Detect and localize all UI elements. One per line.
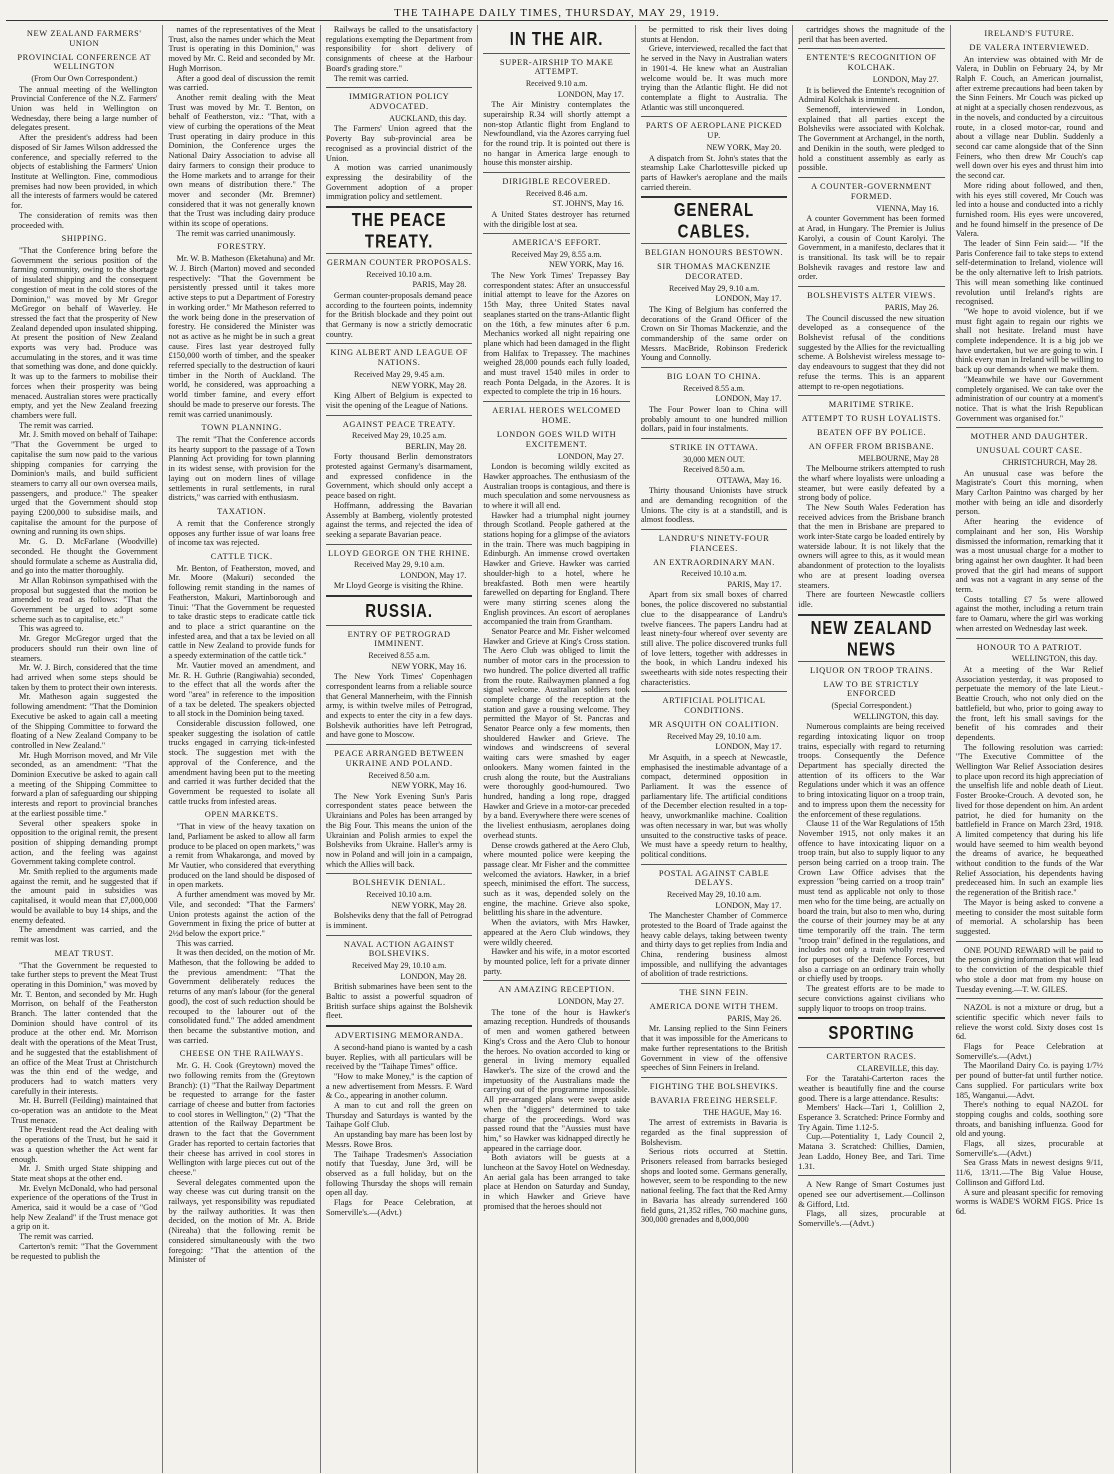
paragraph: Mr. G. H. Cook (Greytown) moved the two following remits from the (Greytown Branch): (1) "That the Railway Department be requested to arrange for the faster carriage of cheese and butter from factories to cool stores in Wellington," (2) "That the attention of the Railway Department be drawn to the fact that the Government Grader has reported to certain factories that their cheese has arrived in cool stores in Wellington with large pieces cut out of the cheese." [168,1061,315,1177]
column-rule [326,343,472,344]
paragraph: Members' Hack—Tari 1, Colillion 2, Esperance 3. Scratched: Prince Formby and Try Again. Time 1.12-5. [798,1103,945,1132]
paragraph: After hearing the evidence of complainant and her son, His Worship dismissed the information, remarking that it was a most unusual charge for a mother to bring against her own daughter. It had been proved that the girl had means of support and was not a vagrant in any sense of the term. [955,517,1104,595]
masthead: THE TAIHAPE DAILY TIMES, THURSDAY, MAY 29, 1919. [6,6,1108,21]
column-rule [798,1175,944,1176]
dateline: NEW YORK, May 20. [706,142,782,152]
paragraph: The Farmers' Union agreed that the Poverty Bay sub-provincial area be recognised as a provincial district of the Union. [325,124,473,163]
paragraph: "Meanwhile we have our Government completely organised. We can take over the administration of our country at a moment's notice. That is what the Irish Republican Government was organised for." [955,374,1104,423]
paragraph: Mr. J. Smith urged State shipping and State meat shops at the other end. [11,1164,158,1183]
headline: FORESTRY. [217,242,267,252]
dateline: NEW YORK, May 28. [391,900,467,910]
paragraph: The remit was carried. [19,420,94,430]
paragraph: Hawker and his wife, in a motor escorted by mounted police, left for a private dinner party. [483,947,630,976]
paragraph: The Melbourne strikers attempted to rush the wharf where loyalists were unloading a steamer, but were easily defeated by a strong body of police. [798,464,945,503]
byline: Received May 29, 10.25 a.m. [352,431,447,441]
byline: Received 8.55 a.m. [368,651,430,661]
paragraph: A counter Government has been formed at Arad, in Hungary. The Premier is Julius Karolyi, a cousin of Count Karolyi. The Government, in a manifesto, declares that it is transitional. Its task will be to repair Bolshevik ravages and restore law and order. [798,214,945,282]
dateline: MELBOURNE, May 28 [858,453,939,463]
dateline: LONDON, May 28. [400,971,467,981]
section-heading: NEW ZEALAND NEWS [810,618,933,660]
dateline: ST. JOHN'S, May 16. [552,199,624,209]
paragraph: An unusual case was before the Magistrate's Court this morning, when Mary Carlton Paintno was charged by her mother with being an idle and disorderly person. [955,468,1104,517]
dateline: THE HAGUE, May 16. [703,1107,782,1117]
headline: A COUNTER-GOVERNMENT FORMED. [811,181,932,201]
column-rule [483,401,629,402]
paragraph: Numerous complaints are being received regarding intoxicating liquor on troop trains, especially with regard to returning troops. Consequently the Defence Department has specially directed the attention of its officers to the War Regulations under which it was an offence to bring intoxicating liquor on a troop train, and to impress upon them the necessity for the enforcement of these regulations. [798,722,945,819]
paragraph: Another remit dealing with the Meat Trust was moved by Mr. T. Benton, on behalf of Featherston, viz.: "That, with a view of curbing the operations of the Meat Trust operating in dairy produce in this Dominion, the Conference urges the National Dairy Association to advise all dairy farmers to consign their produce to the Home markets and to arrange for their own means of distribution there." The mover and seconder (Mr. Bremner) considered that it was not generally known that the Trust was including dairy produce within its scope of operations. [168,92,315,229]
paragraph: Flags, all sizes, procurable at Somerville's.—(Advt.) [955,1139,1104,1158]
column-rule [326,1025,472,1027]
headline: IRELAND'S FUTURE. [984,29,1075,38]
byline: Received May 29, 10.10 a.m. [666,731,762,741]
section-heading: SPORTING [828,1023,915,1044]
paragraph: names of the representatives of the Meat Trust, also the names under which the Meat Trust is operating in this Dominion," was moved by Mr. C. Reid and seconded by Mr. Hugh Morrison. [168,25,315,73]
byline: Received May 29, 10.10 a.m. [352,961,447,971]
paragraph: A sure and pleasant specific for removing worms is WADE'S WORM FIGS. Price 1s 6d. [955,1187,1104,1216]
paragraph: The following resolution was carried: "The Executive Committee of the Wellington War Relief Association desires to place upon record its high appreciation of the unselfish life and noble death of Lieut. Foster Brooke-Crouch. A devoted son, he lived for those dependent on him. An ardent patriot, he died for humanity on the battlefield in France on March 23rd, 1918. A limited competency that during his life would have seemed to him wealth beyond the dreams of avarice, he bequeathed without condition to the funds of the War Relief Association, his dependents having predeceased him. In such an example lies the regeneration of the British race." [955,742,1104,898]
paragraph: When the aviators, with Mrs Hawker, appeared at the Aero Club windows, they were wildly cheered. [483,918,630,947]
dateline: PARIS, May 28. [412,280,467,290]
headline: BAVARIA FREEING HERSELF. [650,1095,778,1105]
paragraph: The King of Belgium has conferred the decorations of the Grand Officer of the Crown on Sir Thomas Mackenzie, and the commandership of the same order on Messrs. MacBride, Robinson Frederick Young and Connolly. [640,304,788,363]
paragraph: A United States destroyer has returned with the dirigible lost at sea. [483,209,630,229]
dateline: CHRISTCHURCH, May 28. [1002,458,1098,468]
paragraph: Mr. W. B. Matheson (Eketahuna) and Mr. W. J. Birch (Marton) moved and seconded respectively: "That the Government be persistently pressed until it takes more active steps to put a Department of Forestry in working order." Mr Matheson referred to the work being done in the preservation of forestry. He considered the Minister was not as active as he might be in such a great cause. Fires last year destroyed fully £150,000 worth of timber, and the speaker referred specially to the destruction of kauri timber in the North of Auckland. The world, he considered, was approaching a world timber famine, and every effort should be made to preserve our forests. The remit was carried unanimously. [168,254,315,419]
paragraph: Mr. Benton, of Featherston, moved, and Mr. Moore (Makuri) seconded the following remit standing in the names of Featherston, Makuri, Martinborough and Tinui: "That the Government be requested to take drastic steps to eradicate cattle tick and to place a strict quarantine on the infested area, and that a tax be levied on all cattle in New Zealand to provide funds for a speedy extermination of the cattle tick." [168,563,315,661]
headline: BOLSHEVIK DENIAL. [352,878,446,888]
headline: BEATEN OFF BY POLICE. [816,427,927,437]
dateline: VIENNA, May 16. [875,203,939,213]
paragraph: The consideration of remits was then proceeded with. [11,210,158,230]
paragraph: The Four Power loan to China will probably amount to one hundred million dollars, paid in four instalments. [640,404,788,434]
column-rule [798,286,944,287]
paragraph: Mr. Matheson again suggested the following amendment: "That the Dominion Executive be asked to again call a meeting of the Shipping Committee to forward the floating of a New Zealand Company to be controlled in New Zealand." [11,692,158,750]
paragraph: After the president's address had been disposed of Sir James Wilson addressed the conference, and specially referred to the objects of establishing the Farmers' Union Institute at Wellington. Fine, commodious premises had now been provided, in which all the interests of farmers would be catered for. [11,133,158,211]
columns [6,25,1108,1473]
byline: Received 8.55 a.m. [683,383,745,393]
column-rule [641,691,787,692]
column-7 [951,25,1108,1473]
headline: BIG LOAN TO CHINA. [666,372,762,382]
dateline: LONDON, May 27. [557,451,624,461]
column-rule [641,529,787,530]
dateline: NEW YORK, May 16. [391,781,467,791]
paragraph: King Albert of Belgium is expected to visit the opening of the League of Nations. [325,391,473,410]
dateline: PARIS, May 26. [884,302,939,312]
column-rule [798,395,944,396]
paragraph: ONE POUND REWARD will be paid to the person giving information that will lead to the conviction of the despicable thief who stole a door mat from my house on Tuesday evening.—T. W. GILES. [955,945,1104,994]
paragraph: Hoffmann, addressing the Bavarian Assembly at Bamberg, violently protested against the terms, and rejected the idea of seeking a separate Bavarian peace. [325,500,473,539]
paragraph: Dense crowds gathered at the Aero Club, where mounted police were keeping the passage clear. Mr Fisher and the committee welcomed the aviators. Hawker, in a brief speech, minimised the effort. The success, such as it was, depended solely on the engine, the machine. Grieve also spoke, belittling his share in the adventure. [483,840,630,918]
headline: AMERICA DONE WITH THEM. [649,1001,779,1011]
column-1 [6,25,163,1473]
headline: OPEN MARKETS. [204,810,279,820]
paragraph: Railways be called to the unsatisfactory regulations exempting the Department from responsibility for short delivery of consignments of cheese at the Harbour Board's grading store." [325,25,473,73]
headline: LONDON GOES WILD WITH EXCITEMENT. [496,429,617,449]
paragraph: Considerable discussion followed, one speaker suggesting the isolation of cattle trucks engaged in carrying tick-infested stock. The suggestion met with the approval of the Conference, and the amendment having been put to the meeting and carried it was further decided that the Government be requested to isolate all cattle trucks from infested areas. [168,719,315,806]
headline: DIRIGIBLE RECOVERED. [502,177,611,187]
paragraph: The leader of Sinn Fein said:— "If the Paris Conference fail to take steps to extend self-determination to Ireland, violence will be the only alternative left to Irish patriots. This will mean something like continued revolution until Ireland's rights are recognised. [955,239,1104,307]
paragraph: Mr. Gregor McGregor urged that the producers should run their own line of steamers. [11,634,158,663]
headline: CHEESE ON THE RAILWAYS. [179,1049,304,1059]
headline: ARTIFICIAL POLITICAL CONDITIONS. [662,696,766,716]
paragraph: The amendment was carried, and the remit was lost. [11,925,158,944]
paragraph: This was carried. [176,938,234,948]
column-rule [798,1017,944,1019]
paragraph: The greatest efforts are to be made to secure convictions against civilians who supply liquor to troops on troop trains. [798,984,945,1013]
column-rule [326,744,472,745]
column-2 [163,25,320,1473]
dateline: BERLIN, May 28. [405,441,467,451]
column-rule [326,595,472,597]
headline: ATTEMPT TO RUSH LOYALISTS. [801,414,942,424]
dateline: LONDON, May 27. [557,997,624,1007]
headline: TAXATION. [217,507,267,516]
paragraph: Mr. W. J. Birch, considered that the time had arrived when some steps should be taken by them to protect their own interests. [11,663,158,692]
paragraph: Bolsheviks deny that the fall of Petrograd is imminent. [325,911,473,930]
paragraph: An upstanding bay mare has been lost by Messrs. Rowe Bros. [325,1130,473,1149]
paragraph: A second-hand piano is wanted by a cash buyer. Replies, with all particulars will be received by the "Taihape Times" office. [325,1042,473,1072]
headline: MEAT TRUST. [54,948,114,958]
dateline: LONDON, May 17. [715,294,782,304]
dateline: WELLINGTON, this day. [1011,654,1098,664]
byline: Received 8.50 a.m. [368,770,430,780]
dateline: LONDON, May 17. [715,394,782,404]
paragraph: It was then decided, on the motion of Mr. Matheson, that the following be added to the previous amendment: "That the Government deliberately reduces the returns of any man's labour (for the general good), the cost of such reduction should be recouped to the labourer out of the consolidated fund." The added amendment then became the substantive motion, and was carried. [168,948,315,1045]
column-rule [326,544,472,545]
byline: Received May 29, 8.55 a.m. [511,250,602,260]
column-3 [321,25,478,1473]
headline: LAW TO BE STRICTLY ENFORCED [823,679,920,699]
paragraph: The New South Wales Federation has received advices from the Brisbane branch that the men in Brisbane are prepared to work inter-State cargo be loaded entirely by waterside labour. It is not likely that the owners will agree to this, as it would mean abandonment of protection to the loyalists who are at present loading oversea steamers. [798,502,945,590]
paragraph: Grieve, interviewed, recalled the fact that he served in the Navy in Australian waters in 1901-4. He knew what an Australian welcome would be. It was much more trying than the Atlantic flight. He did not contemplate a flight to Australia. The Atlantic was still unconquered. [640,44,788,112]
byline: Received 10.10 a.m. [681,569,747,579]
paragraph: The remit "That the Conference accords its hearty support to the passage of a Town Planning Act providing for town planning in its widest sense, with provision for the laying out on modern lines of village settlements in rural settlements, in rural districts," was carried with enthusiasm. [168,435,315,503]
headline: BELGIAN HONOURS BESTOWN. [644,248,784,258]
dateline: AUCKLAND, this day. [389,113,467,123]
headline: AERIAL HEROES WELCOMED HOME. [492,406,621,426]
paragraph: "That in view of the heavy taxation on land, Parliament be asked to allow all farm produce to be placed on open markets," was a remit from Whakaronga, and moved by Mr Vautier, who considered that everything produced on the land should be disposed of in open markets. [168,822,315,890]
headline: ADVERTISING MEMORANDA. [334,1031,464,1041]
byline: Received 9.10 a.m. [525,79,588,89]
headline: LIQUOR ON TROOP TRAINS. [809,665,933,675]
paragraph: More riding about followed, and then, with his eyes still covered, Mr Couch was led into a house and conducted into a richly furnished room. His eyes were uncovered, and he found himself in the presence of De Valera. [955,180,1104,239]
dateline: NEW YORK, May 16. [391,661,467,671]
paragraph: Costs totalling £7 5s were allowed against the mother, including a return train fare to Oamaru, where the girl was working when arrested on Wednesday last week. [955,594,1104,633]
column-4 [478,25,635,1473]
paragraph: There's nothing to equal NAZOL for stopping coughs and colds, soothing sore throats, and banishing influenza. Good for old and young. [955,1100,1104,1139]
paragraph: Clause 11 of the War Regulations of 15th November 1915, not only makes it an offence to have intoxicating liquor on a troop train, but also to supply liquor to any person being carried on a troop train. The Crown Law Office advises that the expression "being carried on a troop train" must tend as applicable not only to those men who for the time being, are actually on board the train, but also to men who, during the course of their journey may be at any time temporarily off the train. The term "troop train" defined in the regulations, and includes not only a train wholly reserved for purposes of the Defence Forces, but also a carriage on an ordinary train wholly or chiefly used by troops. [798,819,945,984]
column-rule [798,48,944,49]
column-rule [326,415,472,416]
column-rule [326,935,472,936]
byline: Received 10.10 a.m. [366,890,432,900]
section-heading: THE PEACE TREATY. [351,210,447,253]
column-rule [641,983,787,984]
column-rule [326,253,472,254]
paragraph: Mr. J. Smith moved on behalf of Taihape: "That the Government be urged to capitalise the sum now paid to the various shipping companies for carrying the Dominion's mails, and build sufficient steamers to carry all our own oversea mails, passengers, and produce." The speaker urged that the Government should stop paying £200,000 to subsidise mails, and capitalise the amount for the purpose of owning and running its own ships. [11,430,158,537]
paragraph: The President read the Act dealing with the operations of the Trust, but he said it was a question whether the Act went far enough. [11,1125,158,1164]
dateline: LONDON, May 17. [557,89,624,99]
dateline: WELLINGTON, this day. [853,711,939,721]
paragraph: Forty thousand Berlin demonstrators protested against Germany's disarmament, and expressed confidence in the Government, which should only accept a peace based on right. [325,452,473,501]
headline: AGAINST PEACE TREATY. [342,419,456,429]
paragraph: London is becoming wildly excited as Hawker approaches. The enthusiasm of the Australian troops is contagious, and there is much speculation and some nervousness as to where it will all end. [483,462,630,510]
paragraph: Apart from six small boxes of charred bones, the police discovered no substantial clue to the disappearance of Landru's twelve fiancees. The papers Landru had at least ninety-four whereof over seventy are still alive. The police discovered trunks full of love letters, together with addresses in the book, in which Landru indexed his sweethearts with side notes respecting their characteristics. [640,590,788,687]
headline: SUPER-AIRSHIP TO MAKE ATTEMPT. [499,57,614,77]
paragraph: Several delegates commented upon the way cheese was cut during transit on the railways, yet responsibility was repudiated by the railway authorities. It was then decided, on the motion of Mr. A. Bride (Nireaha) that the following remit be considered simultaneously with the two foregoing: "That the attention of the Minister of [168,1177,315,1265]
paragraph: German counter-proposals demand peace according to the fourteen points, indemnity for the British blockade and they point out that Germany is now a strictly democratic country. [325,290,473,339]
headline: KING ALBERT AND LEAGUE OF NATIONS. [330,348,468,368]
paragraph: Semenoff, interviewed in London, explained that all parties except the Bolsheviks were associated with Kolchak. The Government at Archangel, in the north, and Denikin in the south, were pledged to hold a constituent assembly as early as possible. [798,105,945,173]
headline: BOLSHEVISTS ALTER VIEWS. [807,291,936,301]
dateline: LONDON, May 17. [715,742,782,752]
paragraph: Mr Asquith, in a speech at Newcastle, emphasised the inestimable advantage of a compact, determined opposition in Parliament. It was the essence of parliamentary life. The artificial conditions of the December election resulted in a top-heavy, unworkmanlike machine. Coalition was often necessary in war, but was wholly unsuited to the constructive tasks of peace. We must have a speedy return to healthy, political conditions. [640,752,788,859]
paragraph: NAZOL is not a mixture or drug, but a scientific specific which never fails to relieve the worst cold. Sixty doses cost 1s 6d. [955,1003,1104,1042]
headline: NEW ZEALAND FARMERS' UNION [26,29,142,48]
headline: NAVAL ACTION AGAINST BOLSHEVIKS. [343,939,455,959]
paragraph: Serious riots occurred at Stettin. Prisoners released from barracks besieged shops and looted some. Germans generally, however, seem to be responding to the new national feeling. The fact that the Red Army in Bavaria has already surrendered 160 field guns, 21,352 rifles, 760 machine guns, 300,000 grenades and 8,000,000 [640,1147,788,1225]
headline: AN EXTRAORDINARY MAN. [653,557,775,567]
paragraph: Flags, all sizes, procurable at Somerville's.—(Advt.) [798,1209,945,1229]
headline: ENTENTE'S RECOGNITION OF KOLCHAK. [806,53,937,73]
paragraph: Mr Allan Robinson sympathised with the proposal but suggested that the motion be amended to read as follows: "That the Government be urged to adopt some scheme such as to capitalise, etc." [11,575,158,624]
byline: Received 8.50 a.m. [683,465,745,475]
paragraph: The remit was carried. [19,1232,94,1242]
dateline: PARIS, May 26. [727,1013,782,1023]
paragraph: Mr. Smith replied to the arguments made against the remit, and he suggested that if the amount paid in subsidies was capitalised, it would mean that £7,000,000 would be available to buy 14 ships, and the enemy defeated. [11,867,158,925]
column-rule [483,53,629,54]
paragraph: The Air Ministry contemplates the superairship R.34 will shortly attempt a non-stop Atlantic flight from England to Newfoundland, via the Azores carrying fuel for the round trip. It is pointed out there is no hangar in America large enough to house this monster airship. [483,100,630,168]
paragraph: It is believed the Entente's recognition of Admiral Kolchak is imminent. [798,85,945,105]
column-rule [326,625,472,626]
paragraph: For the Taratahi-Carterton races the weather is beautifully fine and the course good. There is a large attendance. Results: [798,1074,945,1103]
headline: LLOYD GEORGE ON THE RHINE. [328,548,471,558]
headline: TOWN PLANNING. [201,423,282,433]
paragraph: Mr. Hugh Morrison moved, and Mr Vile seconded, as an amendment: "That the Dominion Executive be asked to again call a meeting of the Shipping Committee to forward a plan of safeguarding our shipping interests and report to provincial branches at the earliest possible time." [11,750,158,818]
headline: THE SINN FEIN. [679,988,749,998]
paragraph: The tone of the hour is Hawker's amazing reception. Hundreds of thousands of men and women gathered between King's Cross and the Aero Club to honour the heroes. No ovation accorded to king or general in living memory equalled Hawker's. The size of the crowd and the impetuosity of the Australians made the carrying out of the programme impossible. All pre-arranged plans were swept aside when the "diggers" determined to take charge of the proceedings. Word was passed round that the "Aussies must have him," so Hawker was kidnapped directly he appeared in the carriage door. [483,1007,630,1153]
column-rule [641,116,787,117]
paragraph: Senator Pearce and Mr. Fisher welcomed Hawker and Grieve at King's Cross station. The Aero Club was obliged to limit the number of motor cars in the procession to two hundred. The police diverted all traffic from the route. Railwaymen planned a fog signal welcome. Australian soldiers took complete charge of the reception at the station and gave a rousing welcome. They permitted the Mayor of St. Pancras and Senator Pearce only a few moments, then shouldered Hawker and Grieve. The windows and windscreens of several waiting cars were smashed by eager onlookers. Many women fainted in the crush along the route, but the Australians were thoroughly good-humoured. Two hundred, handing a long rope, dragged Hawker and Grieve in a motor-car preceded by a band. Everywhere there were scenes of the liveliest enthusiasm, aeroplanes doing overhead stunts. [483,627,630,840]
headline: UNUSUAL COURT CASE. [976,446,1083,456]
headline: AN OFFER FROM BRISBANE. [808,441,935,451]
byline: Received May 29, 10.10 a.m. [666,890,762,900]
paragraph: Mr Lloyd George is visiting the Rhine. [333,581,464,591]
paragraph: Mr. Evelyn McDonald, who had personal experience of the operations of the Trust in America, said it would be a case of "God help New Zealand" if the Trust menace got a grip on it. [11,1183,158,1232]
paragraph: "We hope to avoid violence, but if we must fight again to regain our rights we shall not hesitate. Ireland must have complete independence. It is a big job we have undertaken, but we are going to win. I think every man in Ireland will be willing to back up our demands when we make them. [955,306,1104,375]
headline: MOTHER AND DAUGHTER. [970,432,1089,442]
paragraph: Mr. G. D. McFarlane (Woodville) seconded. He thought the Government should formulate a scheme as Australia did, and go into the matter thoroughly. [11,537,158,576]
dateline: LONDON, May 17. [715,900,782,910]
column-rule [956,998,1103,999]
paragraph: The Maoriland Dairy Co. is paying 1/7½ per pound of butter-fat until further notice. Cans supplied. For particulars write box 185, Wanganui.—Advt. [955,1061,1104,1100]
paragraph: The New York Times' Copenhagen correspondent learns from a reliable source that General Mannerheim, with the Finnish army, is within twelve miles of Petrograd, and expects to enter the city in a few days. Bolshevik authorities have left Petrograd, and have gone to Moscow. [325,672,473,740]
paragraph: A further amendment was moved by Mr. Vile, and seconded: "That the Farmers' Union protests against the action of the Government in fixing the price of butter at 2½d below the export price." [168,890,315,938]
dateline: OTTAWA, May 16. [716,475,782,485]
paragraph: The remit was carried unanimously. [176,228,296,238]
paragraph: A New Range of Smart Costumes just opened see our advertisement.—Collinson & Gifford, Ltd. [798,1180,945,1209]
headline: CATTLE TICK. [210,551,273,561]
headline: SHIPPING. [61,234,107,244]
paragraph: An interview was obtained with Mr de Valera, in Dublin on February 24, by Mr Ralph F. Couch, an American journalist, after extreme precautions had been taken by the Sinn Feiners. Mr Couch was picked up at night at a specially chosen rendezvous, as in the novels, and conducted by a circuitous route, in a closed motor-car, round and about a village near Dublin. Suddenly a second car came alongside that of the Sinn Feiners, who then drew Mr Couch's cap well down over his eyes and thrust him into the second car. [955,54,1104,181]
paragraph: The Mayor is being asked to convene a meeting to consider the most suitable form of memorial. A scholarship has been suggested. [955,897,1104,936]
column-rule [483,233,629,234]
byline: Received May 29, 9.45 a.m. [354,370,445,380]
dateline: LONDON, May 17. [400,570,467,580]
headline: PEACE ARRANGED BETWEEN UKRAINE AND POLAND. [334,749,465,768]
byline: Received 8.46 a.m. [525,188,588,198]
dateline: PARIS, May 17. [727,579,782,589]
paragraph: Several other speakers spoke in opposition to the original remit, the present position of shipping demanding prompt action, and the feeling was against Government taking complete control. [11,818,158,867]
headline: GERMAN COUNTER PROPOSALS. [326,258,472,268]
paragraph: Flags for Peace Celebration, at Somerville's.—(Advt.) [325,1198,473,1217]
section-heading: GENERAL CABLES. [673,200,755,243]
paragraph: be permitted to risk their lives doing stunts at Hendon. [640,25,788,44]
column-rule [956,427,1103,428]
column-rule [798,177,944,178]
paragraph: At a meeting of the War Relief Association yesterday, it was proposed to perpetuate the memory of the late Lieut.-Beattie Crouch, who not only died on the battlefield, but who, prior to going away to the front, left his small savings for the benefit of his comrades and their dependents. [955,665,1104,742]
byline: Received May 29, 9.10 a.m. [354,560,445,570]
headline: SIR THOMAS MACKENZIE DECORATED. [657,262,771,282]
column-rule [798,661,944,662]
column-rule [326,873,472,874]
paragraph: "How to make Money," is the caption of a new advertisement from Messrs. F. Ward & Co., appearing in another column. [325,1071,473,1101]
column-6 [793,25,950,1473]
headline: AN AMAZING RECEPTION. [498,985,615,995]
column-rule [956,941,1103,942]
column-rule [326,87,472,88]
section-heading: RUSSIA. [365,601,434,622]
paragraph: This was agreed to. [19,624,84,634]
headline: STRIKE IN OTTAWA. [669,443,759,453]
headline: ENTRY OF PETROGRAD IMMINENT. [347,629,451,649]
paragraph: Thirty thousand Unionists have struck and are demanding recognition of the Unions. The city is at a standstill, and is almost foodless. [640,486,788,525]
dateline: NEW YORK, May 28. [391,380,467,390]
paragraph: The New York Times' Trepassey Bay correspondent states: After an unsuccessful initial attempt to leave for the Azores on 15th May, three United States naval seaplanes started on the trans-Atlantic flight on the 16th, a few minutes after 6 p.m. Mechanics worked all night repairing one plane which had been damaged in the flight from Halifax to Trepassey. The machines weighed 28,000 pounds each fully loaded, and must travel 1540 miles in order to reach Ponta Delgada, in the Azores. It is expected to complete the trip in 16 hours. [483,271,630,397]
column-rule [641,196,787,198]
paragraph: Both aviators will be guests at a luncheon at the Savoy Hotel on Wednesday. An aerial gala has been arranged to take place at Hendon on Saturday and Sunday, in which Hawker and Grieve have promised that the heroes should not [483,1153,630,1211]
headline: MARITIME STRIKE. [828,400,915,410]
byline: Received 10.10 a.m. [366,270,432,280]
paragraph: The Taihape Tradesmen's Association notify that Tuesday, June 3rd, will be observed as a full holiday, but on the following Thursday the shops will remain open all day. [325,1149,473,1198]
column-rule [641,438,787,439]
paragraph: A dispatch from St. John's states that the steamship Lake Charlottesville picked up parts of Hawker's aeroplane and the mails carried therein. [640,153,788,192]
paragraph: A remit that the Conference strongly opposes any further issue of war loans free of income tax was rejected. [168,518,315,548]
paragraph: British submarines have been sent to the Baltic to assist a powerful squadron of British surface ships against the Bolshevik fleet. [325,982,473,1021]
paragraph: Carterton's remit: "That the Government be requested to publish the [11,1241,158,1261]
paragraph: Cup.—Potentiality 1, Lady Council 2, Matana 3. Scratched: Chillies, Damien, Jean Laddo, Honey Bee, and Tari. Time 1.31. [798,1132,945,1171]
section-heading: IN THE AIR. [509,29,604,50]
paragraph: The New York Evening Sun's Paris correspondent states peace between the Ukrainians and Poles has been arranged by the Big Four. This means the union of the Ukrainian and Polish armies to expel the Bolsheviks from Ukraine. Haller's army is now in Poland and will join in a campaign, which the Allies will back. [325,791,473,869]
paragraph: Mr. H. Burrell (Feilding) maintained that co-operation was an antidote to the Meat Trust menace. [11,1096,158,1125]
column-rule [798,614,944,616]
paragraph: A motion was carried unanimously expressing the desirability of the Government adoption of a proper immigration policy and settlement. [325,163,473,202]
dateline: NEW YORK, May 16. [548,260,624,270]
byline: Received May 29, 9.10 a.m. [668,283,760,293]
paragraph: Mr. Lansing replied to the Sinn Feiners that it was impossible for the Americans to make further representations to the British Government in view of the offensive speeches of Sinn Feiners in Ireland. [640,1024,788,1073]
paragraph: There are fourteen Newcastle colliers idle. [798,590,945,609]
headline: HONOUR TO A PATRIOT. [976,642,1082,652]
paragraph: The annual meeting of the Wellington Provincial Conference of the N.Z. Farmers' Union was held in Wellington on Wednesday, there being a large number of delegates present. [11,84,158,133]
paragraph: A man to cut and roll the green on Thursday and Saturdays is wanted by the Taihape Golf Club. [325,1101,473,1130]
dateline: LONDON, May 27. [872,75,939,85]
byline: (From Our Own Correspondent.) [31,74,138,84]
column-rule [641,367,787,368]
headline: PARTS OF AEROPLANE PICKED UP. [645,121,783,141]
headline: FIGHTING THE BOLSHEVIKS. [649,1081,779,1091]
paragraph: The Council discussed the new situation developed as a consequence of the Bolshevist refusal of the conditions suggested by the Allies for the revictualling scheme. A Bolshevist wireless message to-day endeavours to suggest that they did not refuse the terms. This is an apparent attempt to re-open negotiations. [798,313,945,391]
paragraph: cartridges shows the magnitude of the peril that has been averted. [798,25,945,44]
dateline: CLAREVILLE, this day. [856,1063,939,1073]
column-rule [641,243,787,244]
paragraph: After a good deal of discussion the remit was carried. [168,73,315,93]
paragraph: The arrest of extremists in Bavaria is regarded as the final suppression of Bolshevism. [640,1118,788,1147]
column-rule [483,172,629,173]
paragraph: "That the Conference bring before the Government the serious position of the farming community, owing to the shortage of insulated shipping and the consequent congestion of meat in the cold stores of the Dominion," was moved by Mr Gregor McGregor on behalf of Waverley. He stressed the fact that the prosperity of New Zealand depended upon insulated shipping. At present the position of New Zealand exports was very bad. Produce was accumulating in the stores, and it was time that something was done, and done quickly. It was up to the farmers to mobilise their forces when their prosperity was being menaced. Australian stores were practically empty, and yet the New Zealand freezing chambers were full. [11,246,158,420]
column-5 [636,25,793,1473]
column-rule [956,638,1103,639]
column-rule [326,206,472,208]
paragraph: The remit was carried. [333,73,409,83]
column-rule [641,864,787,865]
paragraph: "That the Government be requested to take further steps to prevent the Meat Trust operating in this Dominion," was moved by Mr. T. Benton, and seconded by Mr. Hugh Morrison, on behalf of the Featherston Branch. The latter contended that the Dominion should have control of its produce at the other end. Mr. Morrison dealt with the operations of the Meat Trust, and he suggested that the establishment of an office of the Meat Trust at Christchurch was the thin end of the wedge, and producers had to watch matters very carefully in their interests. [11,960,158,1096]
headline: MR ASQUITH ON COALITION. [649,720,779,730]
column-rule [798,1047,944,1048]
paragraph: The Manchester Chamber of Commerce protested to the Board of Trade against the heavy cable delays, taking between twenty and thirty days to get replies from India and China, rendering business almost impossible, and nullifying the advantages of abolition of trade restrictions. [640,911,788,979]
headline: AMERICA'S EFFORT. [511,238,602,248]
paragraph: Mr. Vautier moved an amendment, and Mr. R. H. Guthrie (Rangiwahia) seconded, to the effect that all the words after the word "area" in reference to the imposition of a tax be deleted. The speakers objected to all stock in the Dominion being taxed. [168,660,315,719]
headline: CARTERTON RACES. [826,1051,917,1061]
headline: IMMIGRATION POLICY ADVOCATED. [348,92,450,112]
paragraph: Sea Grass Mats in newest designs 9/11, 11/6, 13/11.—The Big Value House, Collinson and Gifford Ltd. [955,1158,1104,1187]
column-rule [483,980,629,981]
paragraph: Hawker had a triumphal night journey through Scotland. People gathered at the stations hoping for a glimpse of the aviators in the train. There was much bagpiping in Edinburgh. An immense crowd overtaken Hawker and Grieve. Hawker was carried shoulder-high to a hotel, where he breakfasted. Both men were heartily farewelled on departing for England. There were many stirring scenes along the English provinces. An escort of aeroplanes accompanied the train from Grantham. [483,510,630,627]
paragraph: Flags for Peace Celebration at Somerville's.—(Advt.) [955,1042,1104,1061]
headline: POSTAL AGAINST CABLE DELAYS. [658,868,770,888]
byline: (Special Correspondent.) [831,701,912,711]
headline: PROVINCIAL CONFERENCE AT WELLINGTON [17,52,152,72]
headline: DE VALERA INTERVIEWED. [969,42,1090,52]
byline: 30,000 MEN OUT. [683,454,745,464]
headline: LANDRU'S NINETY-FOUR FIANCEES. [658,533,770,553]
column-rule [641,1077,787,1078]
